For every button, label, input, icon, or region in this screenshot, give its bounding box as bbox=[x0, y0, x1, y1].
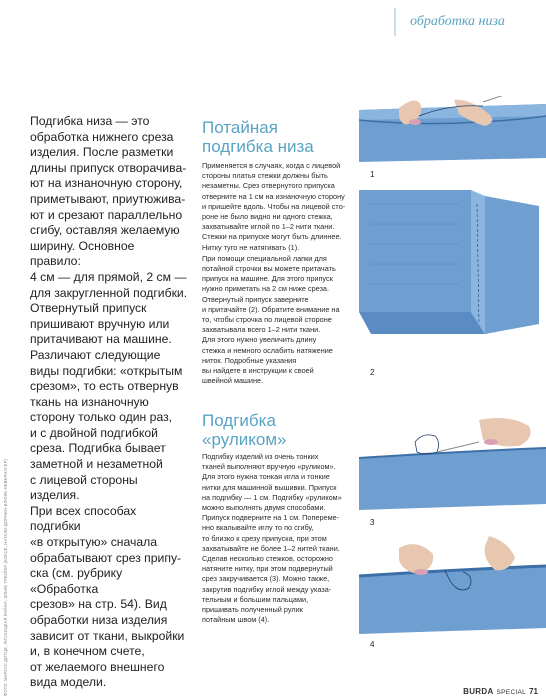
section-header-tab bbox=[394, 8, 546, 36]
figure-number-3: 3 bbox=[370, 518, 375, 527]
section2-paragraph-1: Подгибку изделий из очень тонких тканей выполняют вручную «руликом». Для этого нужна тонкая игла и тонкие нитки для машинной вышивки. Припуск на подгибку — 1 см. Подгибку «руликом» можно выполнять двумя способами. Припуск подверните на 1 см. Попереме- нно вкалывайте иглу то по сгибу, то близко к срезу припуска, при этом захватывайте не более 1–2 нитей ткани. Сделав несколько стежков, осторожно натяните нитку, при этом подвернутый срез закручивается (3). Можно также, закрутив подгибку иглой между указа- тельным и большим пальцами, пришивать полученный рулик потайным швом (4). bbox=[202, 452, 342, 625]
section1-paragraph-2: При помощи специальной лапки для потайной строчки вы можете притачать припуск на машине. Для этого припуск нужно приметать на 2 см ниже среза. Отвернутый припуск заверните и притачайте (2). Обратите внимание на то, чтобы строчка по лицевой стороне захватывала всего 1–2 нити ткани. Для этого нужно увеличить длину стежка и немного ослабить натяжение ниток. Подробные указания вы найдете в инструкции к своей швейной машине. bbox=[202, 253, 340, 386]
section1-body bbox=[202, 161, 352, 387]
figure-number-1: 1 bbox=[370, 170, 375, 179]
intro-text: Подгибка низа — это обработка нижнего среза изделия. После разметки длины припуск отворачива- ют на изнаночную сторону, приметывают, приутюжива- ют и срезают параллельно сгибу, оставляя желаемую ширину. Основное правило: 4 см — для прямой, 2 см — для закругленной подгибки. Отвернутый припуск пришивают вручную или притачивают на машине. Различают следующие виды подгибки: «открытым срезом», то есть отвернув ткань на изнаночную сторону только один раз, и с двойной подгибкой среза. Подгибка бывает заметной и незаметной с лицевой стороны изделия. При всех способах подгибки «в открытую» сначала обрабатывают срез припу- ска (см. рубрику «Обработка срезов» на стр. 54). Вид обработки низа изделия зависит от ткани, выкройки и, в конечном счете, от желаемого внешнего вида модели. bbox=[30, 114, 188, 690]
figure-number-4: 4 bbox=[370, 640, 375, 649]
page-footer bbox=[463, 687, 538, 696]
intro-column bbox=[30, 114, 188, 691]
section2-heading: Подгибка «руликом» bbox=[202, 411, 287, 449]
section1-paragraph-1: Применяется в случаях, когда с лицевой стороны платья стежки должны быть незаметны. Срез отвернутого припуска отверните на 1 см на изнаночную сторону и пришейте вдоль. Чтобы на лицевой сто- роне не было видно ни одного стежка, захватывайте иглой по 1–2 нити ткани. Стежки на припуске могут быть длиннее. Нитку туго не натягивать (1). bbox=[202, 161, 346, 252]
footer-brand: BURDA bbox=[463, 687, 494, 696]
footer-special: SPECIAL bbox=[496, 689, 527, 696]
section1-heading: Потайная подгибка низа bbox=[202, 118, 314, 156]
illustration-2 bbox=[359, 184, 546, 366]
section-title: обработка низа bbox=[410, 14, 505, 29]
section2-body bbox=[202, 452, 352, 626]
photo-credit: ФОТО: МАРКУС ДИТЦЕ, ЛИСНИЦКАЯ РАЙНИ; ЭЛЬКЕ ТРЮЙЕР (БОКСЕ, НАТАЛИ-ДОРНЕН-БЛЮКЕ-НЕВЕРНАГЕР) bbox=[3, 458, 8, 696]
page-number: 71 bbox=[529, 687, 538, 696]
figure-number-2: 2 bbox=[370, 368, 375, 377]
illustration-4 bbox=[359, 536, 546, 636]
illustration-1 bbox=[359, 96, 546, 166]
illustration-3 bbox=[359, 412, 546, 512]
